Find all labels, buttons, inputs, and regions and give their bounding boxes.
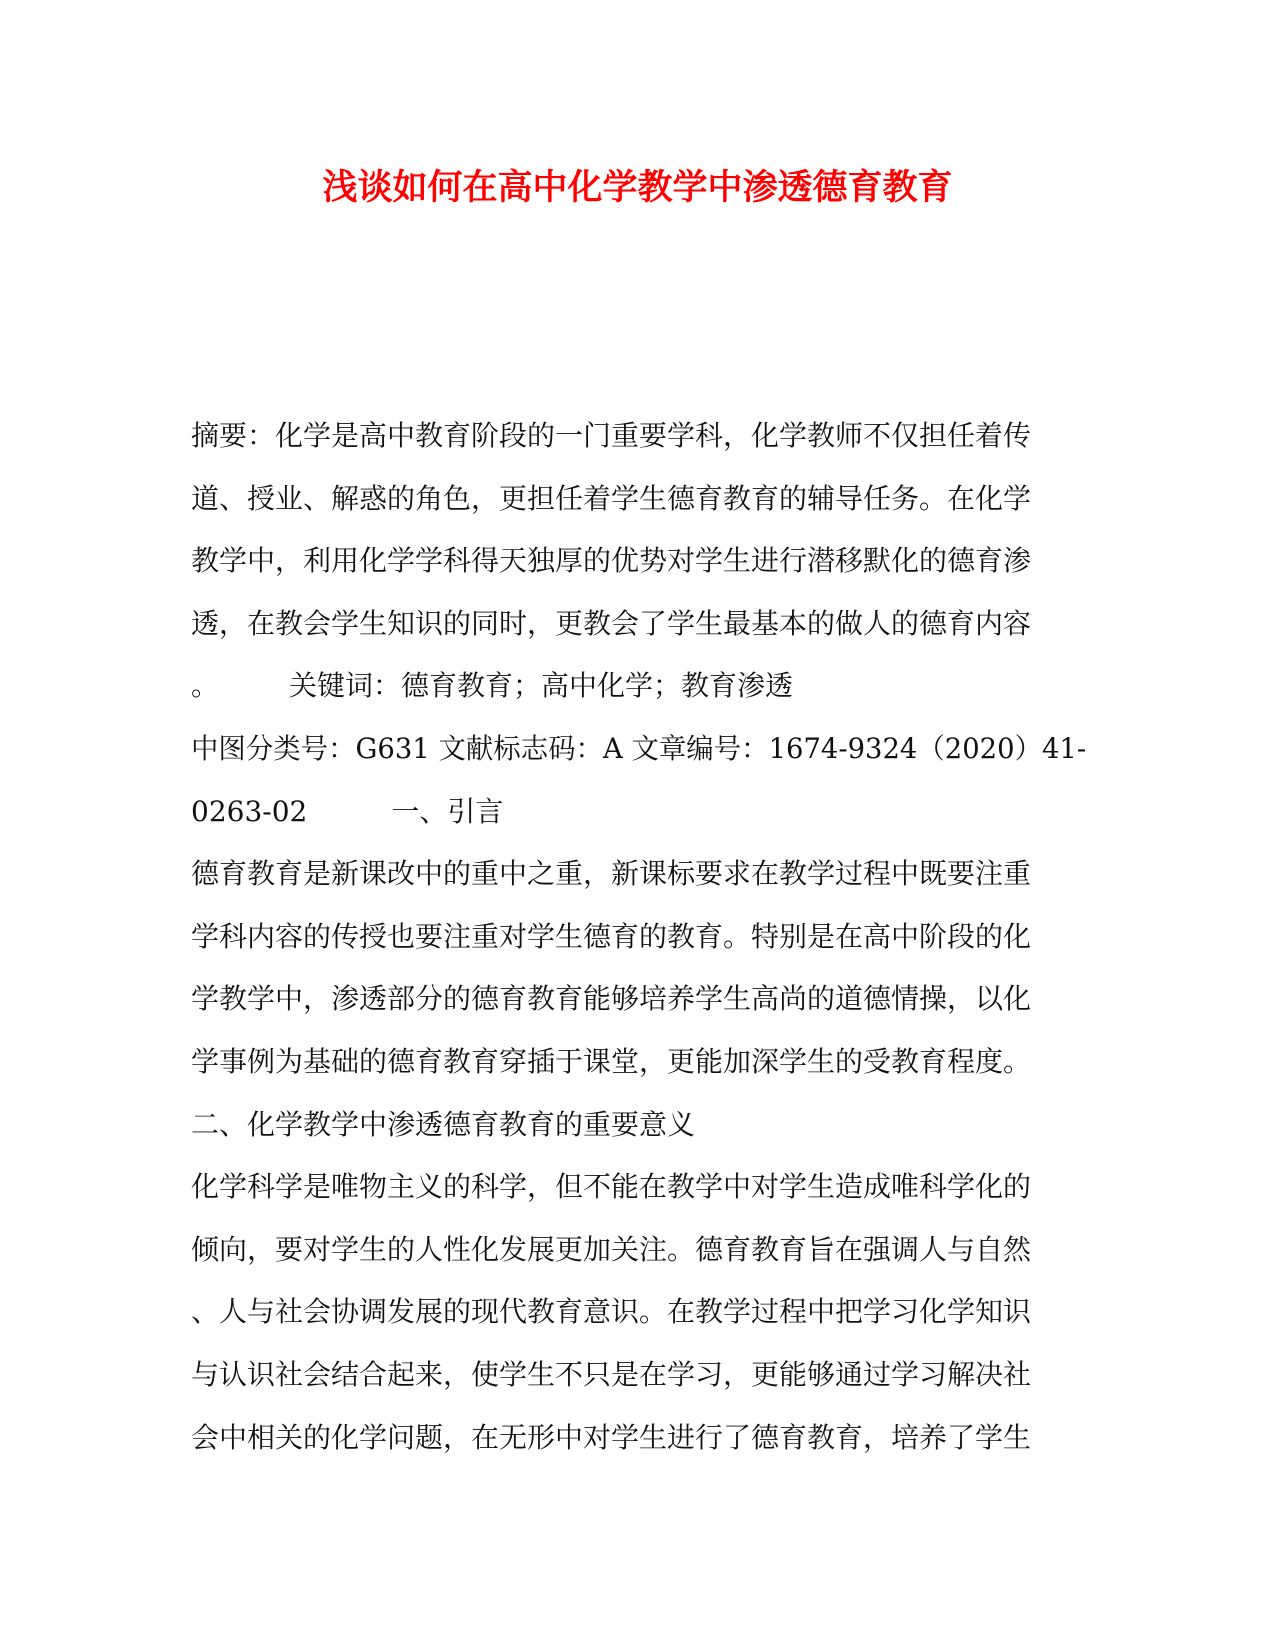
text-line: 德育教育是新课改中的重中之重，新课标要求在教学过程中既要注重 xyxy=(191,857,1032,891)
text-line: 学科内容的传授也要注重对学生德育的教育。特别是在高中阶段的化 xyxy=(191,919,1032,953)
text-line: 会中相关的化学问题，在无形中对学生进行了德育教育，培养了学生 xyxy=(191,1420,1032,1454)
text-line: 与认识社会结合起来，使学生不只是在学习，更能够通过学习解决社 xyxy=(191,1357,1032,1391)
text-line: 、人与社会协调发展的现代教育意识。在教学过程中把学习化学知识 xyxy=(191,1295,1032,1329)
text-line: 学教学中，渗透部分的德育教育能够培养学生高尚的道德情操，以化 xyxy=(191,982,1032,1016)
text-line: 中图分类号：G631 文献标志码：A 文章编号：1674-9324（2020）41- xyxy=(191,731,1087,765)
text-line: 学事例为基础的德育教育穿插于课堂，更能加深学生的受教育程度。 xyxy=(191,1044,1032,1078)
text-line: 0263-02 一、引言 xyxy=(191,794,504,828)
text-line: 二、化学教学中渗透德育教育的重要意义 xyxy=(191,1107,696,1141)
text-line: 道、授业、解惑的角色，更担任着学生德育教育的辅导任务。在化学 xyxy=(191,481,1032,515)
document-title: 浅谈如何在高中化学教学中渗透德育教育 xyxy=(322,167,953,208)
text-line: 化学科学是唯物主义的科学，但不能在教学中对学生造成唯科学化的 xyxy=(191,1170,1032,1204)
text-line: 透，在教会学生知识的同时，更教会了学生最基本的做人的德育内容 xyxy=(191,606,1032,640)
text-line: 。 关键词：德育教育；高中化学；教育渗透 xyxy=(191,669,794,703)
document-body xyxy=(191,405,1086,1469)
text-line: 倾向，要对学生的人性化发展更加关注。德育教育旨在强调人与自然 xyxy=(191,1232,1032,1266)
text-line: 摘要：化学是高中教育阶段的一门重要学科，化学教师不仅担任着传 xyxy=(191,419,1032,452)
text-line: 教学中，利用化学学科得天独厚的优势对学生进行潜移默化的德育渗 xyxy=(191,544,1032,578)
